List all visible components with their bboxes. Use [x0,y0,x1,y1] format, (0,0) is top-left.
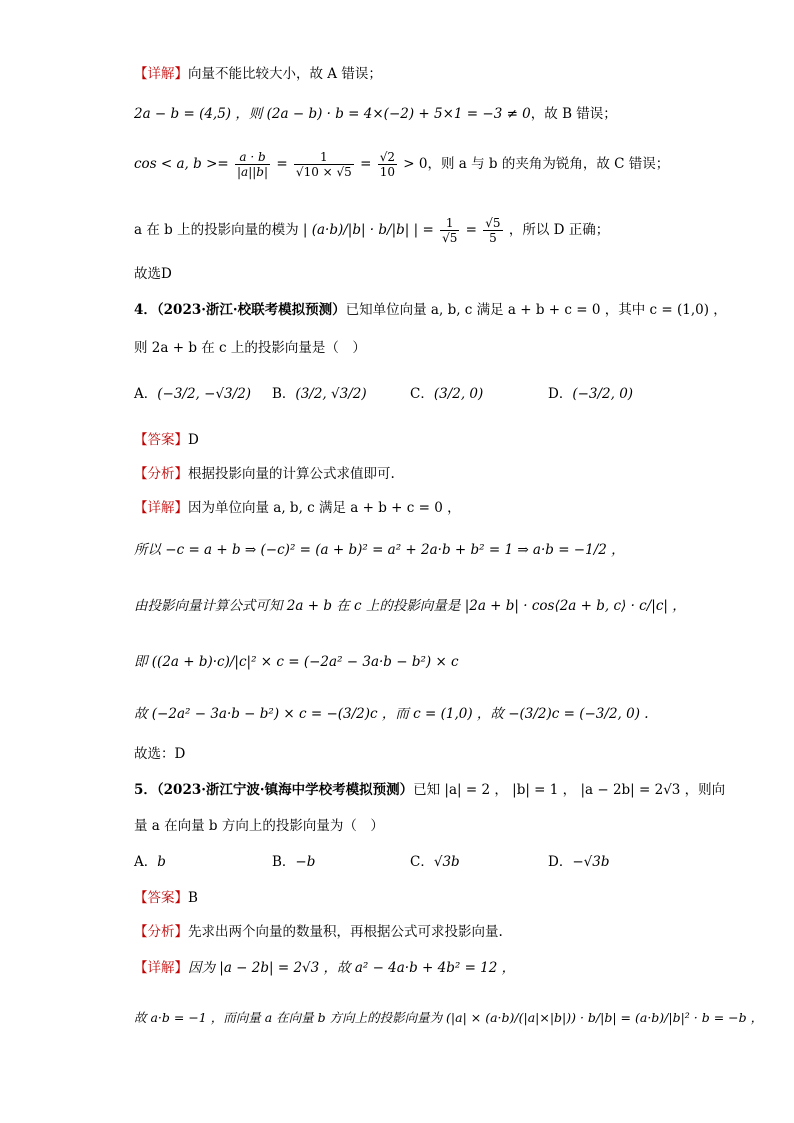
option-label: B． [272,386,296,402]
denominator: 5 [489,231,497,245]
fraction [483,216,502,245]
option-value: √3b [433,854,460,870]
detail-tag: 【详解】 [134,500,188,516]
q3-detail-line4 [134,216,609,245]
numerator: √2 [379,150,395,164]
text: ，所以 D 正确； [508,222,610,238]
q3-choice: 故选D [134,266,172,282]
q3-detail-line2 [134,104,617,124]
inequality: > 0 [403,156,428,172]
option-label: C． [410,386,434,402]
denominator: 10 [379,165,395,179]
math: cos < a, b >= [134,156,229,172]
q4-analysis [134,464,395,484]
fraction [235,150,270,179]
numerator: 1 [294,150,354,165]
question-source: （2023·浙江·校联考模拟预测） [156,302,346,318]
math: 2a − b = (4,5) ，则 (2a − b) · b = 4×(−2) + 5×1 = −3 ≠ 0 [134,106,531,122]
detail-text: 因为单位向量 a, b, c 满足 a + b + c = 0 ， [188,500,461,516]
q3-detail-line3 [134,150,669,179]
question-number: 5． [134,782,157,798]
option-value: (3/2, 0) [433,386,484,402]
fraction [440,216,459,245]
q4-choice: 故选：D [134,746,186,762]
equals: = [360,156,372,172]
q4-stem-line2: 则 2a + b 在 c 上的投影向量是（ ） [134,340,366,356]
q4-detail-line3: 由投影向量计算公式可知 2a + b 在 c 上的投影向量是 |2a + b| · cos⟨2a + b, c⟩ · c/|c| ， [134,598,686,614]
q4-detail-line1 [134,498,461,518]
q5-detail-line1 [134,958,515,978]
option-value: (−3/2, 0) [572,386,634,402]
q5-option-d [548,852,609,872]
option-value: (3/2, √3/2) [295,386,367,402]
fraction [294,150,354,179]
answer-value: D [188,432,199,448]
option-label: A． [134,386,158,402]
fraction [378,150,397,179]
q4-option-a [134,384,251,404]
option-label: B． [272,854,296,870]
q4-detail-line4: 即 ((2a + b)·c)/|c|² × c = (−2a² − 3a·b − b²) × c [134,654,459,670]
option-value: −b [295,854,316,870]
q4-detail-line2: 所以 −c = a + b ⇒ (−c)² = (a + b)² = a² + 2a·b + b² = 1 ⇒ a·b = −1/2 ， [134,542,625,558]
option-value: −√3b [572,854,610,870]
q5-detail-line2: 故 a·b = −1 ，而向量 a 在向量 b 方向上的投影向量为 (|a| × (a·b)/(|a|×|b|)) · b/|b| = (a·b)/|b|² · b = −b ， [134,1010,764,1025]
text: a 在 b 上的投影向量的模为 [134,222,299,238]
numerator: √5 [485,216,501,230]
q4-answer [134,430,199,450]
option-label: C． [410,854,434,870]
q5-option-b [272,852,315,872]
equals: = [465,222,477,238]
text: ，故 B 错误； [530,106,617,122]
text: ，则 a 与 b 的夹角为锐角，故 C 错误； [427,156,670,172]
analysis-tag: 【分析】 [134,466,188,482]
numerator: a · b [235,150,270,165]
q4-option-b [272,384,367,404]
option-value: (−3/2, −√3/2) [157,386,252,402]
question-stem: 已知单位向量 a, b, c 满足 a + b + c = 0 ，其中 c = (1,0) ， [345,302,727,318]
detail-tag: 【详解】 [134,960,188,976]
answer-tag: 【答案】 [134,890,188,906]
q4-option-c [410,384,483,404]
analysis-text: 根据投影向量的计算公式求值即可. [188,466,395,482]
analysis-text: 先求出两个向量的数量积，再根据公式可求投影向量. [188,924,503,940]
option-label: D． [548,386,573,402]
option-value: b [157,854,166,870]
denominator: √10 × √5 [295,165,352,179]
analysis-tag: 【分析】 [134,924,188,940]
option-label: A． [134,854,158,870]
detail-tag: 【详解】 [134,66,188,82]
question-source: （2023·浙江宁波·镇海中学校考模拟预测） [156,782,414,798]
q5-stem-line2: 量 a 在向量 b 方向上的投影向量为（ ） [134,818,384,834]
detail-text: 因为 |a − 2b| = 2√3 ，故 a² − 4a·b + 4b² = 12 ， [188,960,516,976]
text: 向量不能比较大小，故 A 错误； [188,66,382,82]
q4-detail-line5: 故 (−2a² − 3a·b − b²) × c = −(3/2)c ，而 c = (1,0) ，故 −(3/2)c = (−3/2, 0) . [134,706,649,722]
q5-option-a [134,852,166,872]
answer-tag: 【答案】 [134,432,188,448]
question-number: 4． [134,302,157,318]
q3-detail-line1 [134,64,382,84]
q5-answer [134,888,198,908]
q5-analysis [134,922,503,942]
q5-stem-line1 [134,780,725,800]
denominator: √5 [442,231,458,245]
denominator: |a||b| [237,165,269,179]
question-stem: 已知 |a| = 2 ， |b| = 1 ， |a − 2b| = 2√3 ，则向 [413,782,726,798]
q4-option-d [548,384,633,404]
q4-stem-line1 [134,300,727,320]
answer-value: B [188,890,198,906]
option-label: D． [548,854,573,870]
math: | (a·b)/|b| · b/|b| | = [302,222,434,238]
equals: = [276,156,288,172]
q5-option-c [410,852,460,872]
numerator: 1 [440,216,459,231]
